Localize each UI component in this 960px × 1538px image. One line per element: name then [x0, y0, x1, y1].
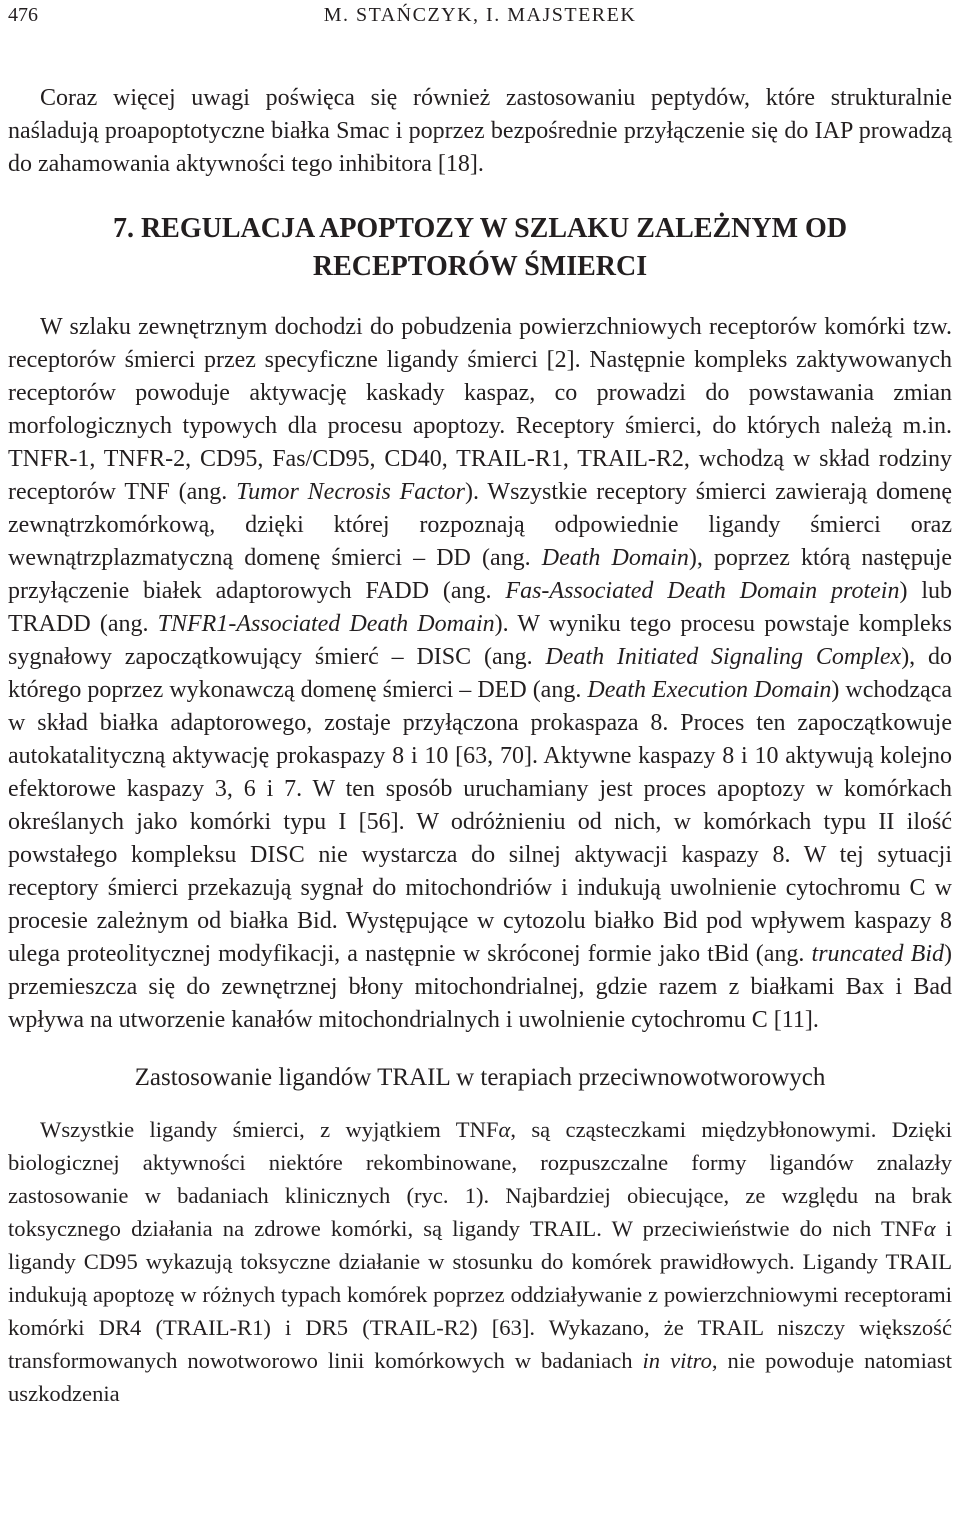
death-receptor-paragraph [8, 311, 952, 1037]
text-run: i ligandy CD95 wykazują toksyczne działanie w stosunku do komórek prawidłowych. Ligandy TRAIL indukują apoptozę w różnych typach komórek poprzez oddziaływanie z powierzchniowymi receptorami komórki DR4 (TRAIL-R1) i DR5 (TRAIL-R2) [63]. Wykazano, że TRAIL niszczy większość transformowanych nowotworowo linii komórkowych w badaniach [8, 1216, 952, 1373]
text-run: ) przemieszcza się do zewnętrznej błony mitochondrialnej, gdzie razem z białkami Bax i Bad wpływa na utworzenie kanałów mitochondrialnych i uwolnienie cytochromu C [11]. [8, 941, 952, 1033]
text-run: , są cząsteczkami międzybłonowymi. Dzięki biologicznej aktywności niektóre rekombinowane, rozpuszczalne formy ligandów znalazły zastosowanie w badaniach klinicznych (ryc. 1). Najbardziej obiecujące, ze względu na brak toksycznego działania na zdrowe komórki, są ligandy TRAIL. W przeciwieństwie do nich TNF [8, 1117, 952, 1241]
alpha-symbol: α [923, 1216, 936, 1241]
section-heading: 7. REGULACJA APOPTOZY W SZLAKU ZALEŻNYM OD RECEPTORÓW ŚMIERCI [112, 213, 848, 282]
text-run: , nie powoduje natomiast uszkodzenia [8, 1348, 952, 1406]
italic-term: Death Execution Domain [587, 677, 832, 703]
intro-paragraph: Coraz więcej uwagi poświęca się również zastosowaniu peptydów, które strukturalnie naśladują proapoptotyczne białka Smac i poprzez bezpośrednie przyłączenie się do IAP prowadzą do zahamowania aktywności tego inhibitora [18]. [8, 85, 952, 177]
text-run: W szlaku zewnętrznym dochodzi do pobudzenia powierzchniowych receptorów komórki tzw. receptorów śmierci przez specyficzne ligandy śmierci [2]. Następnie kompleks zaktywowanych receptorów powoduje aktywację kaskady kaspaz, co prowadzi do powstawania zmian morfologicznych typowych dla procesu apoptozy. Receptory śmierci, do których należą m.in. TNFR-1, TNFR-2, CD95, Fas/CD95, CD40, TRAIL-R1, TRAIL-R2, wchodzą w skład rodziny receptorów TNF (ang. [8, 314, 952, 505]
text-run: Wszystkie ligandy śmierci, z wyjątkiem TNF [40, 1117, 499, 1142]
text-run: ). W wyniku tego procesu powstaje kompleks sygnałowy zapoczątkowujący śmierć – DISC (ang. [8, 611, 953, 670]
trail-paragraph [8, 1113, 952, 1410]
running-head-authors: M. STAŃCZYK, I. MAJSTEREK [323, 4, 637, 26]
text-run: ), poprzez którą następuje przyłączenie białek adaptorowych FADD (ang. [8, 545, 953, 604]
italic-term: TNFR1-Associated Death Domain [157, 611, 495, 637]
italic-term: Tumor Necrosis Factor [236, 479, 465, 505]
italic-term: Death Initiated Signaling Complex [545, 644, 902, 670]
italic-term: truncated Bid [811, 941, 944, 967]
italic-term: Death Domain [541, 545, 689, 571]
text-run: ), do którego poprzez wykonawczą domenę śmierci – DED (ang. [8, 644, 952, 703]
text-run: ). Wszystkie receptory śmierci zawierają domenę zewnątrzkomórkową, dzięki której rozpoznają odpowiednie ligandy śmierci oraz wewnątrzplazmatyczną domenę śmierci – DD (ang. [8, 479, 953, 571]
text-run: ) wchodząca w skład białka adaptorowego, zostaje przyłączona prokaspaza 8. Proces ten zapoczątkowuje autokatalityczną aktywację prokaspazy 8 i 10 [63, 70]. Aktywne kaspazy 8 i 10 aktywują kolejno efektorowe kaspazy 3, 6 i 7. W ten sposób uruchamiany jest proces apoptozy w komórkach określanych jako komórki typu I [56]. W odróżnieniu od nich, w komórkach typu II ilość powstałego kompleksu DISC nie wystarcza do silnej aktywacji kaspazy 8. W tej sytuacji receptory śmierci przekazują sygnał do mitochondriów i indukują uwolnienie cytochromu C w procesie zależnym od białka Bid. Występujące w cytozolu białko Bid pod wpływem kaspazy 8 ulega proteolitycznej modyfikacji, a następnie w skróconej formie jako tBid (ang. [8, 677, 952, 967]
text-run: ) lub TRADD (ang. [8, 578, 952, 637]
running-head [8, 4, 952, 30]
italic-term: Fas-Associated Death Domain protein [505, 578, 900, 604]
italic-term: in vitro [642, 1348, 712, 1373]
article-body [8, 82, 952, 1410]
subsection-heading: Zastosowanie ligandów TRAIL w terapiach przeciwnowotworowych [134, 1064, 826, 1091]
page-number: 476 [8, 4, 38, 26]
alpha-symbol: α [498, 1117, 511, 1142]
